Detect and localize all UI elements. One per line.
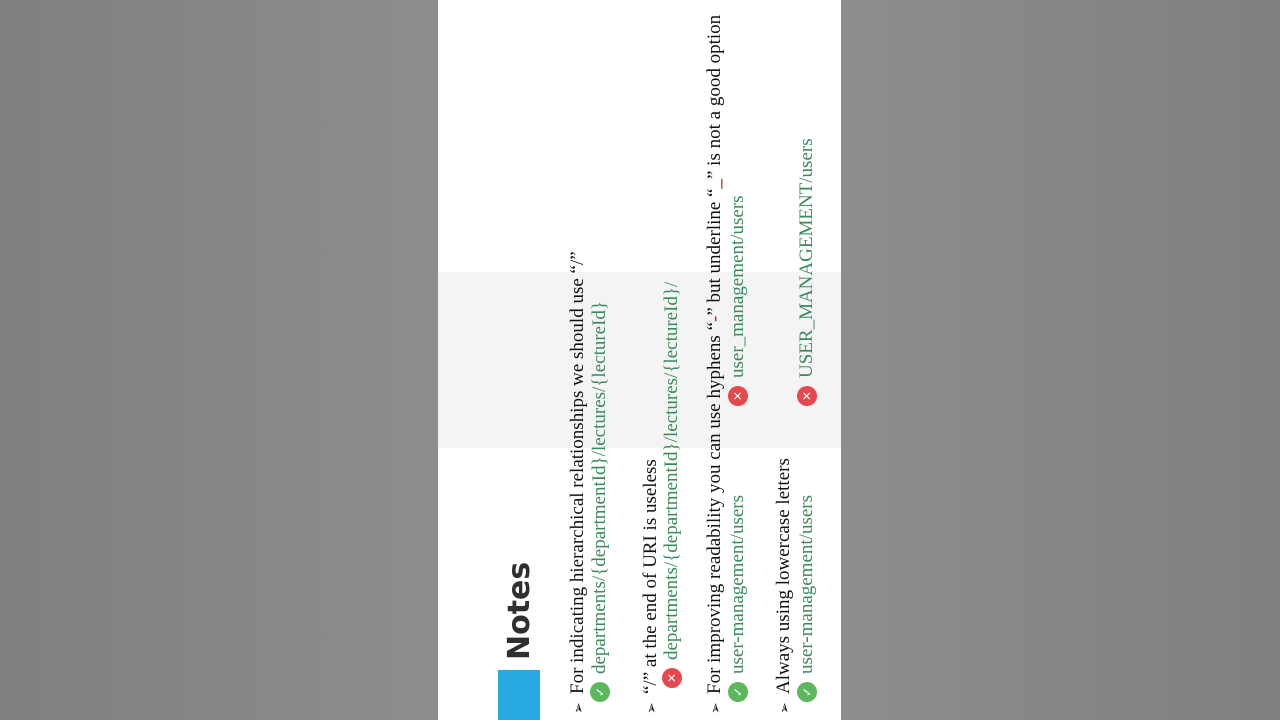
note-2-example-1-code: departments/{departmentId}/lectures/{lectureId}/ [661, 281, 682, 660]
cross-icon: ✕ [662, 668, 682, 688]
note-3-example-1 [726, 495, 750, 702]
arrow-bullet-icon: ➢ [644, 702, 660, 714]
note-3-text-c: ” is not a good option [704, 14, 725, 179]
arrow-bullet-icon: ➢ [708, 702, 724, 714]
slide-content [438, 0, 841, 720]
arrow-bullet-icon: ➢ [777, 702, 793, 714]
note-1-text: For indicating hierarchical relationships we should use “/” [567, 251, 588, 694]
note-4-example-2-code: USER_MANAGEMENT/users [796, 138, 817, 378]
note-4-example-1-code: user-management/users [796, 495, 817, 674]
note-3-example-2 [726, 195, 750, 406]
note-3-hyphen: - [704, 315, 725, 322]
note-3-text-a: For improving readability you can use hyphens “ [704, 321, 725, 694]
note-4-text: Always using lowercase letters [773, 458, 794, 694]
check-icon: ✓ [728, 682, 748, 702]
note-2-text: at the end of URI is useless [640, 459, 661, 672]
rotated-slide [438, 0, 841, 720]
note-3-underscore: _ [704, 179, 725, 189]
note-4 [772, 458, 797, 714]
note-3 [703, 15, 728, 714]
note-4-example-2 [795, 138, 819, 406]
note-2-example-1 [660, 282, 684, 688]
note-2-slash: “/” [640, 671, 661, 694]
title-accent-bar [498, 670, 540, 720]
note-1-example-1-code: departments/{departmentId}/lectures/{lectureId} [589, 300, 610, 674]
cross-icon: ✕ [728, 386, 748, 406]
note-1-example-1 [588, 301, 612, 702]
cross-icon: ✕ [797, 386, 817, 406]
note-3-example-1-code: user-management/users [727, 495, 748, 674]
note-3-example-2-code: user_management/users [727, 195, 748, 378]
note-3-text-b: ” but underline “ [704, 188, 725, 316]
slide-title: Notes [502, 561, 537, 660]
note-4-example-1 [795, 495, 819, 702]
check-icon: ✓ [590, 682, 610, 702]
arrow-bullet-icon: ➢ [571, 702, 587, 714]
check-icon: ✓ [797, 682, 817, 702]
